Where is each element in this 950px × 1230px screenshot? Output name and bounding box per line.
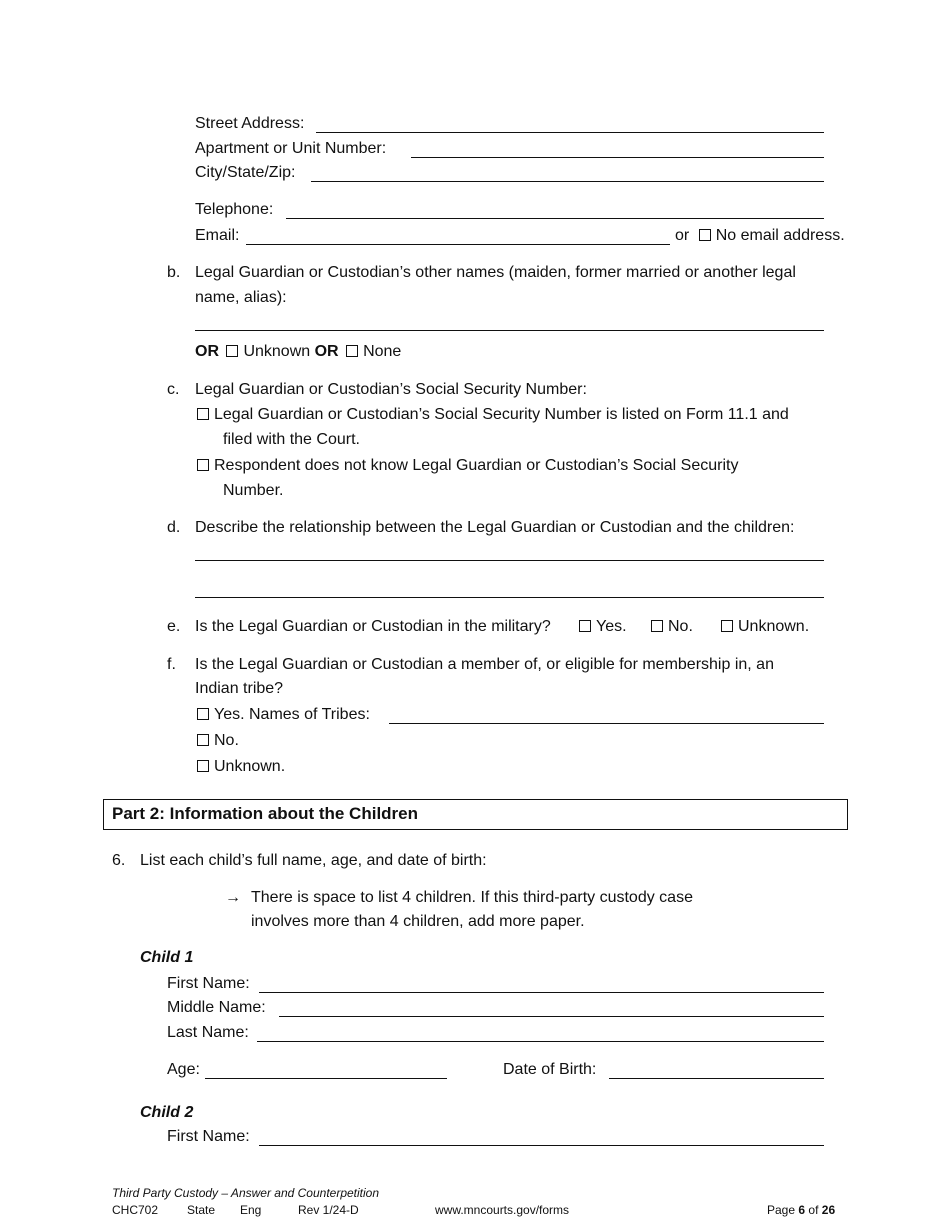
item-c-letter: c. (167, 381, 180, 398)
q6-text: List each child’s full name, age, and date of birth: (140, 852, 487, 869)
tribe-yes-label: Yes. Names of Tribes: (214, 706, 370, 723)
child1-middle-name-field[interactable] (279, 998, 824, 1017)
military-no-option (651, 617, 693, 637)
email-field[interactable] (246, 226, 670, 245)
ssn-unknown-label: Respondent does not know Legal Guardian or Custodian’s Social Security (214, 457, 739, 474)
of-word: of (808, 1203, 819, 1217)
street-address-label: Street Address: (195, 115, 305, 132)
none-label: None (363, 343, 402, 360)
child2-first-name-label: First Name: (167, 1128, 250, 1145)
child2-heading: Child 2 (140, 1104, 194, 1121)
unknown-label: Unknown (243, 343, 311, 360)
tribe-unknown-label: Unknown. (214, 758, 286, 775)
item-e-text: Is the Legal Guardian or Custodian in the military? (195, 618, 551, 635)
relationship-field-line2[interactable] (195, 579, 824, 598)
footer-revision: Rev 1/24-D (298, 1203, 359, 1217)
ssn-unknown-checkbox[interactable] (197, 459, 209, 471)
item-d-letter: d. (167, 519, 181, 536)
none-checkbox[interactable] (346, 345, 358, 357)
ssn-unknown-option (197, 456, 738, 476)
child2-first-name-field[interactable] (259, 1127, 824, 1146)
child1-dob-label: Date of Birth: (503, 1061, 597, 1078)
footer-form-code: CHC702 (112, 1203, 159, 1217)
page-current: 6 (798, 1203, 806, 1217)
tribe-no-checkbox[interactable] (197, 734, 209, 746)
tribe-no-option (197, 731, 239, 751)
child1-middle-name-label: Middle Name: (167, 999, 266, 1016)
item-b-text-line1: Legal Guardian or Custodian’s other names (maiden, former married or another legal (195, 264, 796, 281)
apartment-label: Apartment or Unit Number: (195, 140, 387, 157)
item-f-letter: f. (167, 656, 176, 673)
tribe-yes-option (197, 705, 370, 725)
military-unknown-checkbox[interactable] (721, 620, 733, 632)
telephone-field[interactable] (286, 200, 824, 219)
q6-number: 6. (112, 852, 126, 869)
footer-state: State (187, 1203, 216, 1217)
ssn-listed-label-line2: filed with the Court. (223, 431, 360, 448)
email-label: Email: (195, 227, 240, 244)
email-option (675, 226, 845, 246)
item-f-text-line1: Is the Legal Guardian or Custodian a member of, or eligible for membership in, an (195, 656, 774, 673)
tribe-names-field[interactable] (389, 705, 824, 724)
part2-heading: Part 2: Information about the Children (112, 804, 419, 823)
apartment-field[interactable] (411, 139, 824, 158)
child1-dob-field[interactable] (609, 1060, 824, 1079)
unknown-checkbox[interactable] (226, 345, 238, 357)
item-b-letter: b. (167, 264, 181, 281)
item-f-text-line2: Indian tribe? (195, 680, 284, 697)
tribe-no-label: No. (214, 732, 239, 749)
or-text: OR (195, 343, 219, 360)
military-yes-option (579, 617, 627, 637)
tribe-yes-checkbox[interactable] (197, 708, 209, 720)
ssn-unknown-label-line2: Number. (223, 482, 284, 499)
footer-language: Eng (240, 1203, 262, 1217)
item-e-letter: e. (167, 618, 181, 635)
military-no-checkbox[interactable] (651, 620, 663, 632)
child1-heading: Child 1 (140, 949, 194, 966)
child1-first-name-field[interactable] (259, 974, 824, 993)
telephone-label: Telephone: (195, 201, 274, 218)
page-word: Page (767, 1203, 796, 1217)
no-email-checkbox[interactable] (699, 229, 711, 241)
military-yes-label: Yes. (596, 618, 627, 635)
tribe-unknown-option (197, 757, 285, 777)
ssn-listed-checkbox[interactable] (197, 408, 209, 420)
city-state-zip-field[interactable] (311, 163, 824, 182)
part2-heading-box (103, 799, 848, 830)
or-text: OR (314, 343, 339, 360)
footer-url[interactable]: www.mncourts.gov/forms (435, 1203, 570, 1217)
military-unknown-label: Unknown. (738, 618, 810, 635)
military-yes-checkbox[interactable] (579, 620, 591, 632)
q6-note-line2: involves more than 4 children, add more paper. (251, 913, 585, 930)
item-c-title: Legal Guardian or Custodian’s Social Security Number: (195, 381, 587, 398)
military-no-label: No. (668, 618, 693, 635)
ssn-listed-option (197, 405, 789, 425)
item-d-text: Describe the relationship between the Legal Guardian or Custodian and the children: (195, 519, 795, 536)
item-b-options (195, 342, 401, 362)
or-text: or (675, 227, 690, 244)
other-names-field[interactable] (195, 312, 824, 331)
military-unknown-option (721, 617, 809, 637)
footer-form-title: Third Party Custody – Answer and Counterpetition (112, 1186, 380, 1200)
no-email-label: No email address. (715, 227, 845, 244)
relationship-field-line1[interactable] (195, 542, 824, 561)
child1-last-name-label: Last Name: (167, 1024, 249, 1041)
item-b-text-line2: name, alias): (195, 289, 287, 306)
child1-age-field[interactable] (205, 1060, 447, 1079)
ssn-listed-label: Legal Guardian or Custodian’s Social Security Number is listed on Form 11.1 and (214, 406, 789, 423)
arrow-icon: → (225, 889, 241, 906)
q6-note-line1: There is space to list 4 children. If this third-party custody case (251, 889, 693, 906)
street-address-field[interactable] (316, 114, 824, 133)
page-total: 26 (821, 1203, 836, 1217)
child1-first-name-label: First Name: (167, 975, 250, 992)
child1-age-label: Age: (167, 1061, 200, 1078)
footer-page-number (767, 1202, 835, 1218)
tribe-unknown-checkbox[interactable] (197, 760, 209, 772)
child1-last-name-field[interactable] (257, 1023, 824, 1042)
city-state-zip-label: City/State/Zip: (195, 164, 296, 181)
